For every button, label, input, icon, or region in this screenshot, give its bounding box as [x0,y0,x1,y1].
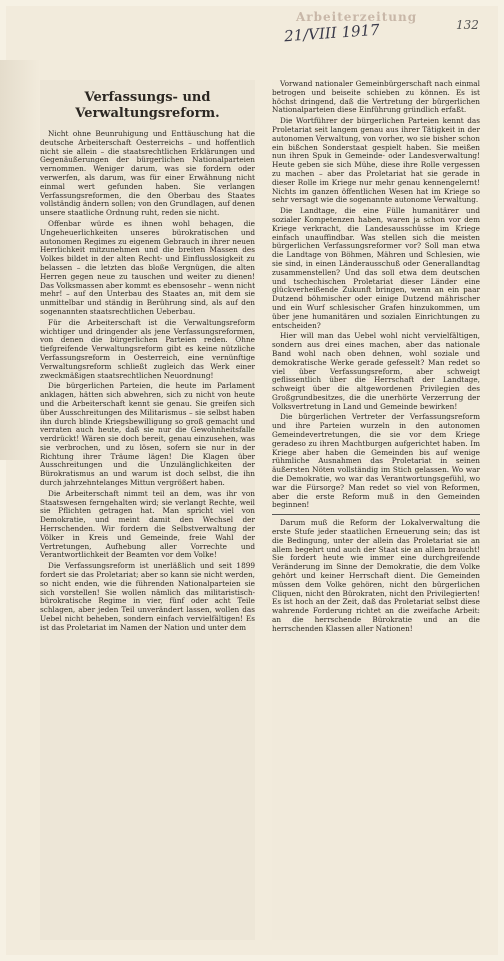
handwritten-page-number: 132 [456,18,479,32]
article [40,80,480,940]
article-headline: Verfassungs- und Verwaltungsreform. [75,90,220,121]
paragraph: Die Arbeiterschaft nimmt teil an dem, was ihr von Staatswesen ferngehalten wird; sie verlangt Rechte, weil sie Pflichten getragen hat. Man spricht viel von Demokratie, und meint damit den Wechsel der Herrschenden. Wir fordern die Selbstverwaltung der Völker in Kreis und Gemeinde, freie Wahl der Vertretungen, Aufhebung aller Vorrechte und Verantwortlichkeit der Beamten vor dem Volke! [40,488,255,560]
paragraph: Darum muß die Reform der Lokalverwaltung die erste Stufe jeder staatlichen Erneuerung sein; das ist die Bedingung, unter der allein das Proletariat sie an allem begehrt und auch der Staat sie an allem braucht! Sie fordert heute wie immer eine durchgreifende Veränderung im Sinne der Demokratie, die dem Volke gehört und keiner Herrschaft dient. Die Gemeinden müssen dem Volke gehören, nicht den bürgerlichen Cliquen, nicht den Bürokraten, nicht den Privilegierten! Es ist hoch an der Zeit, daß das Proletariat selbst diese wahrende Forderung richtet an die zweifache Arbeit: an die herrschende Bürokratie und an die herrschenden Klassen aller Nationen! [272,518,480,633]
paragraph: Für die Arbeiterschaft ist die Verwaltungsreform wichtiger und dringender als jene Verfassungsreformen, von denen die bürgerlichen Parteien reden. Ohne tiefgreifende Verwaltungsreform gibt es keine nützliche Verfassungsreform in Oesterreich, eine vernünftige Verwaltungsreform schließt zugleich das Werk einer zweckmäßigen staatsrechtlichen Neuordnung! [40,317,255,380]
right-column-body [272,80,480,634]
paragraph: Offenbar würde es ihnen wohl behagen, die Ungeheuerlichkeiten unseres bürokratischen und autonomen Regimes zu eigenem Gebrauch in ihrer neuen Herrlichkeit mitzunehmen und die breiten Massen des Volkes bildet in der alten Recht- und Einflusslosigkeit zu belassen – die letzten das bloße Vergnügen, die alten Herren gegen neue zu tauschen und weiter zu dienen! Das Volksmassen aber kommt es ebensosehr – wenn nicht mehr! – auf den Unterbau des Staates an, mit dem sie unmittelbar und ständig in Berührung sind, als auf den sogenannten staatsrechtlichen Ueberbau. [40,218,255,316]
paragraph: Vorwand nationaler Gemeinbürgerschaft nach einmal betrogen und beiseite schieben zu können. Es ist höchst dringend, daß die Vertretung der bürgerlichen Nationalparteien diese Einführung gründlich erfaßt. [272,80,480,115]
handwritten-date: 21/VIII 1917 [283,20,381,46]
paper-edge [0,60,40,460]
paragraph: Die Wortführer der bürgerlichen Parteien kennt das Proletariat seit langem genau aus ihrer Tätigkeit in der autonomen Verwaltung, von vorher, wo sie bisher schon ein bißchen Sonderstaat gespielt haben. Sie meißen nun ihren Spuk in Gemeinde- oder Landesverwaltung! Heute geben sie sich Mühe, diese ihre Rolle vergessen zu machen – aber das Proletariat hat sie gerade in dieser Rolle im Kriege nur mehr genau kennengelernt! Nichts im ganzen öffentlichen Wesen hat im Kriege so sehr versagt wie die sogenannte autonome Verwaltung. [272,116,480,205]
article-right-column [272,80,480,940]
paragraph: Die Landtage, die eine Fülle humanitärer und sozialer Kompetenzen haben, waren ja schon vor dem Kriege verkracht, die Landesausschüsse im Kriege einfach unauffindbar. Was stellen sich die meisten bürgerlichen Verfassungsreformer vor? Soll man etwa die Landtage von Böhmen, Mähren und Schlesien, wie sie sind, in einen Länderausschuß oder Generallandtag zusammenstellen? Und das soll etwa dem deutschen und tschechischen Proletariat dieser Länder eine glückverheißende Zukunft bringen, wenn an ein paar Dutzend böhmischer oder einige Dutzend mährischer und ein Wurf schlesischer Grafen hinzukommen, um über jene humanitären und sozialen Einrichtungen zu entscheiden? [272,206,480,330]
masthead: Arbeiterzeitung [296,10,418,24]
paragraph: Die Verfassungsreform ist unerläßlich und seit 1899 fordert sie das Proletariat; aber so kann sie nicht werden, so nicht enden, wie die führenden Nationalparteien sie sich vorstellen! Sie wollen nämlich das militaristisch-bürokratische Regime in vier, fünf oder acht Teile schlagen, aber jeden Teil unverändert lassen, wollen das Uebel nicht beheben, sondern einfach vervielfältigen! Es ist das Proletariat im Namen der Nation und unter dem [40,561,255,632]
paragraph: Die bürgerlichen Parteien, die heute im Parlament anklagen, hätten sich abwehren, sich zu nicht von heute und die Arbeiterschaft kennt sie genau. Sie greifen sich über Ausschreitungen des Militarismus – sie selbst haben ihn durch blinde Kriegsbewilligung so groß gemacht und verraten auch heute, daß sie nur die Gewohnheitsfalle verdrückt! Wären sie doch bereit, genau einzusehen, was sie verbrochen, und zu lösen, sofern sie nur in der Richtung ihrer Träume lägen! Die Klagen über Ausschreitungen und die Unzulänglichkeiten der Bürokratismus an und warum ist doch selbst, die ihn durch jahrzehntelanges Mittun vergrößert haben. [40,381,255,488]
left-column-body [40,130,255,633]
paragraph: Nicht ohne Beunruhigung und Enttäuschung hat die deutsche Arbeiterschaft Oesterreichs – und hoffentlich nicht sie allein – die staatsrechtlichen Erklärungen und Gegenäußerungen der bürgerlichen Nationalparteien vernommen. Weniger darum, was sie fordern oder verwerfen, als darum, was für einer Erwähnung nicht einmal wert gefunden haben. Sie verlangen Verfassungsreformen, die den Oberbau des Staates vollständig ändern sollen; von den Grundlagen, auf denen unsere staatliche Ordnung ruht, reden sie nicht. [40,129,255,218]
paragraph: Die bürgerlichen Vertreter der Verfassungsreform und ihre Parteien wurzeln in den autonomen Gemeindevertretungen, die sie vor dem Kriege geradeso zu ihren Machtburgen aufgerichtet haben. Im Kriege aber haben die Gemeinden bis auf wenige rühmliche Ausnahmen das Proletariat in seinen äußersten Nöten vollständig im Stich gelassen. Wo war die Demokratie, wo war das Verantwortungsgefühl, wo war die Fürsorge? Man redet so viel von Reformen, aber die erste Reform muß in den Gemeinden beginnen! [272,412,480,510]
paragraph: Hier will man das Uebel wohl nicht vervielfältigen, sondern aus drei eines machen, aber das nationale Band wohl nach oben dehnen, wohl soziale und demokratische Werke gerade gefesselt? Man redet so viel über Verfassungsreform, aber schweigt geflissentlich über die Herrschaft der Landtage, schweigt über die altgewordenen Privilegien des Großgrundbesitzes, die die unerhörte Verzerrung der Volksvertretung in Land und Gemeinde bewirken! [272,331,480,411]
article-left-column [40,80,255,940]
column-divider-rule [272,514,480,515]
